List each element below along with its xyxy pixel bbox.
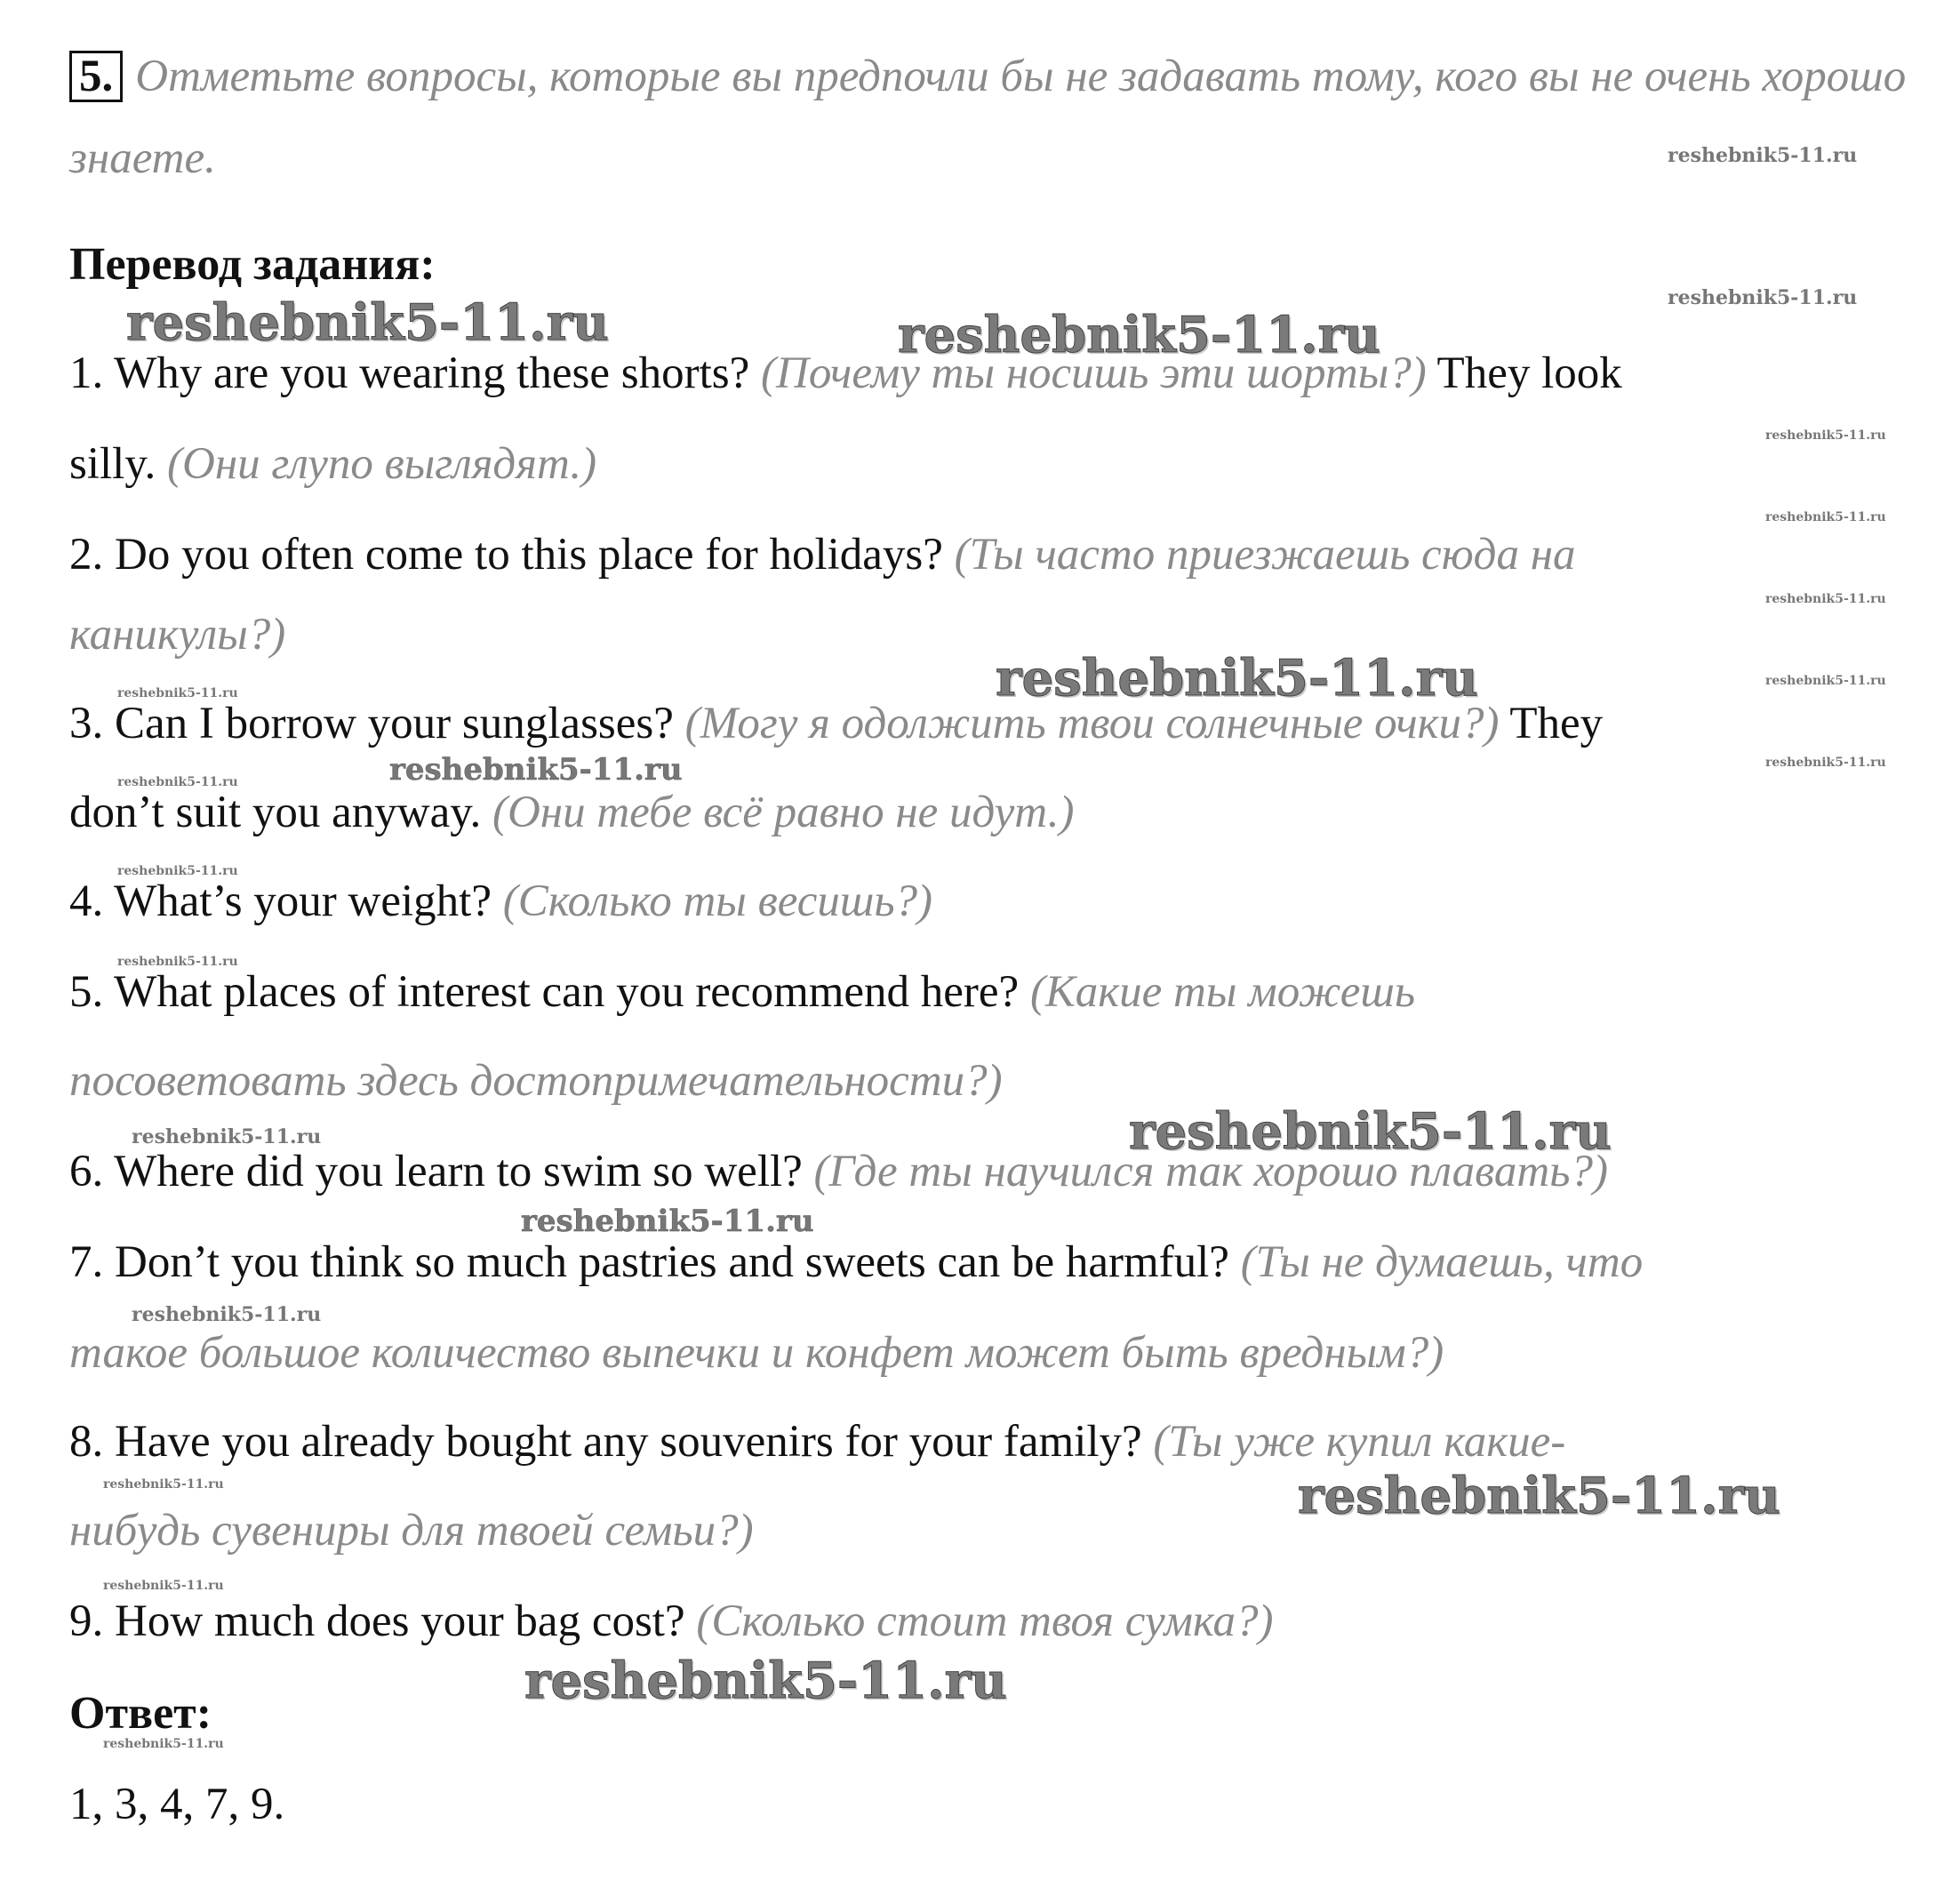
item-7-question: 7. Don’t you think so much pastries and sweets can be harmful? — [69, 1237, 1241, 1287]
item-5-translation: (Какие ты можешь — [1029, 967, 1416, 1017]
watermark: reshebnik5-11.ru — [898, 306, 1380, 364]
item-3-comment-cont: don’t suit you anyway. — [69, 788, 492, 837]
item-5-question: 5. What places of interest can you recommend here? — [69, 967, 1030, 1017]
watermark: reshebnik5-11.ru — [117, 686, 238, 700]
item-6-translation: (Где ты научился так хорошо плавать?) — [813, 1147, 1608, 1196]
task-instruction-line2: знаете. — [69, 133, 216, 183]
item-2-line1 — [69, 528, 1576, 581]
item-3-comment-translation: (Они тебе всё равно не идут.) — [492, 788, 1075, 837]
item-8-line2: нибудь сувениры для твоей семьи?) — [69, 1506, 754, 1556]
watermark: reshebnik5-11.ru — [1668, 144, 1858, 167]
watermark: reshebnik5-11.ru — [103, 1737, 224, 1751]
item-7-line1 — [69, 1236, 1643, 1289]
watermark: reshebnik5-11.ru — [103, 1579, 224, 1593]
watermark: reshebnik5-11.ru — [521, 1204, 814, 1239]
item-3-line2 — [69, 786, 1074, 839]
item-5-line2: посоветовать здесь достопримечательности?) — [69, 1056, 1003, 1106]
item-4-line1 — [69, 875, 932, 928]
watermark: reshebnik5-11.ru — [117, 955, 238, 969]
item-8-line1 — [69, 1415, 1565, 1468]
item-8-question: 8. Have you already bought any souvenirs for your family? — [69, 1417, 1154, 1467]
item-2-translation: (Ты часто приезжаешь сюда на — [954, 530, 1576, 580]
watermark: reshebnik5-11.ru — [524, 1652, 1007, 1710]
item-4-translation: (Сколько ты весишь?) — [502, 876, 933, 926]
item-1-comment: They look — [1426, 348, 1622, 398]
watermark: reshebnik5-11.ru — [1129, 1102, 1612, 1161]
item-2-line2: каникулы?) — [69, 610, 286, 660]
watermark: reshebnik5-11.ru — [1765, 674, 1886, 688]
item-1-comment-cont: silly. — [69, 439, 168, 489]
item-9-line1 — [69, 1595, 1274, 1648]
watermark: reshebnik5-11.ru — [117, 864, 238, 878]
answer-text: 1, 3, 4, 7, 9. — [69, 1780, 285, 1829]
item-2-question: 2. Do you often come to this place for holidays? — [69, 530, 955, 580]
translation-heading: Перевод задания: — [69, 239, 436, 290]
item-3-translation: (Могу я одолжить твои солнечные очки?) — [684, 699, 1500, 748]
watermark: reshebnik5-11.ru — [389, 752, 683, 788]
item-9-question: 9. How much does your bag cost? — [69, 1596, 697, 1646]
watermark: reshebnik5-11.ru — [117, 775, 238, 789]
task-instruction-line1 — [69, 50, 1906, 103]
item-3-comment: They — [1499, 699, 1604, 748]
item-1-comment-translation: (Они глупо выглядят.) — [167, 439, 597, 489]
item-9-translation: (Сколько стоит твоя сумка?) — [696, 1596, 1274, 1646]
item-1-line2 — [69, 437, 596, 491]
watermark: reshebnik5-11.ru — [1765, 510, 1886, 524]
watermark: reshebnik5-11.ru — [132, 1303, 322, 1326]
watermark: reshebnik5-11.ru — [126, 293, 609, 352]
item-7-translation: (Ты не думаешь, что — [1240, 1237, 1644, 1287]
item-4-question: 4. What’s your weight? — [69, 876, 503, 926]
watermark: reshebnik5-11.ru — [996, 649, 1478, 708]
task-number: 5. — [69, 51, 123, 102]
watermark: reshebnik5-11.ru — [1765, 428, 1886, 443]
item-6-question: 6. Where did you learn to swim so well? — [69, 1147, 814, 1196]
item-7-line2: такое большое количество выпечки и конфет может быть вредным?) — [69, 1328, 1444, 1378]
item-3-question: 3. Can I borrow your sunglasses? — [69, 699, 685, 748]
item-1-line1 — [69, 347, 1622, 400]
item-8-translation: (Ты уже купил какие- — [1153, 1417, 1566, 1467]
item-1-translation: (Почему ты носишь эти шорты?) — [761, 348, 1427, 398]
item-5-line1 — [69, 965, 1415, 1019]
watermark: reshebnik5-11.ru — [1765, 756, 1886, 770]
answer-heading: Ответ: — [69, 1688, 212, 1739]
watermark: reshebnik5-11.ru — [1298, 1467, 1780, 1525]
task-instruction-text: Отметьте вопросы, которые вы предпочли бы не задавать тому, кого вы не очень хорошо — [135, 52, 1907, 101]
item-1-question: 1. Why are you wearing these shorts? — [69, 348, 761, 398]
watermark: reshebnik5-11.ru — [132, 1125, 322, 1148]
watermark: reshebnik5-11.ru — [1668, 286, 1858, 309]
watermark: reshebnik5-11.ru — [1765, 592, 1886, 606]
watermark: reshebnik5-11.ru — [103, 1477, 224, 1492]
